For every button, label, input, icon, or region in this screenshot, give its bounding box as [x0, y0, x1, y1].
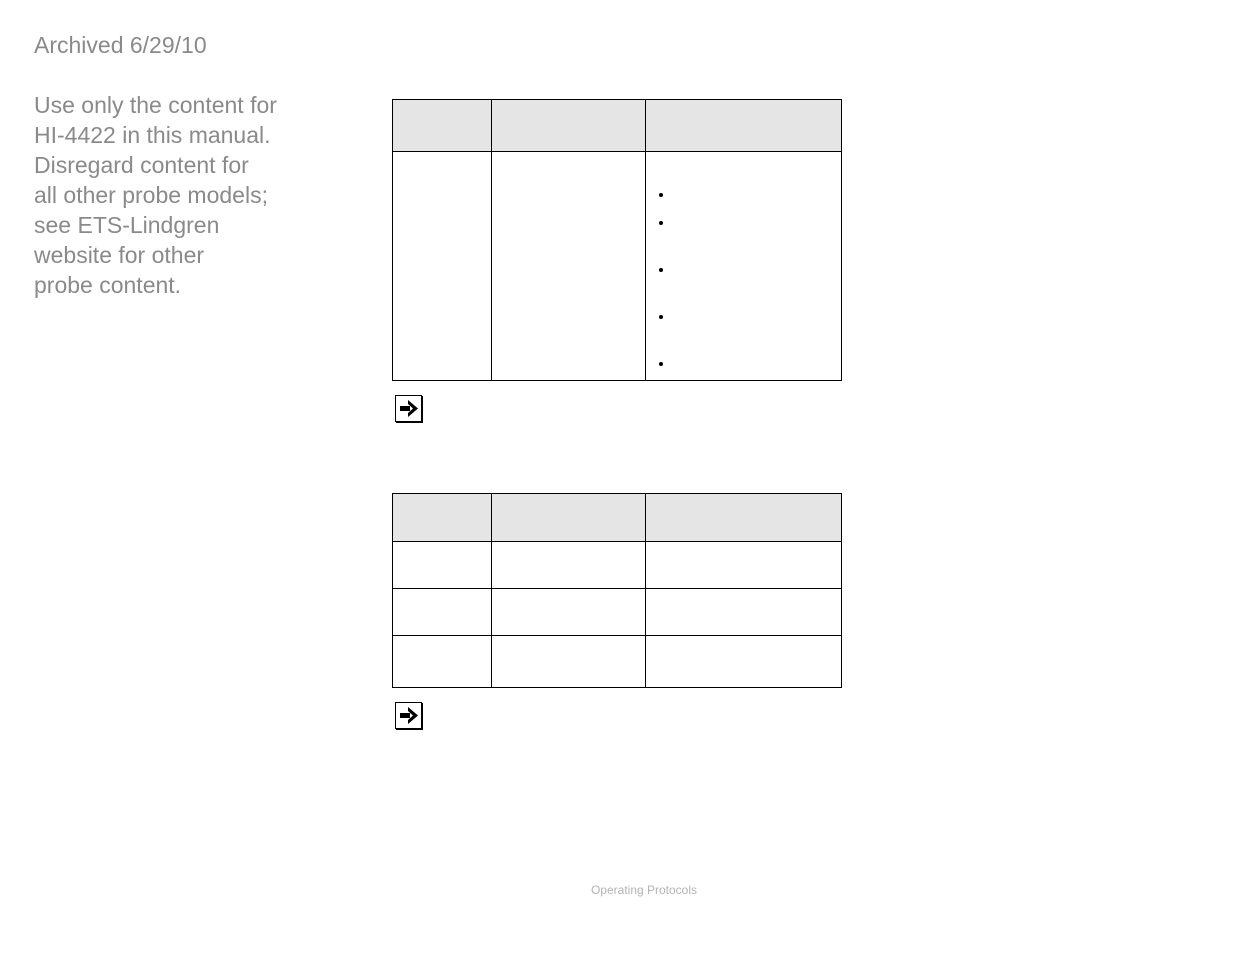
table-cell	[492, 636, 646, 688]
table-cell	[393, 589, 492, 636]
table-row	[393, 152, 842, 381]
table-row	[393, 636, 842, 688]
specification-table-1	[392, 99, 842, 381]
table-header-cell	[646, 494, 842, 542]
right-arrow-note-icon	[395, 702, 422, 729]
table-cell	[492, 152, 646, 381]
table-cell	[393, 636, 492, 688]
table-header-cell	[492, 494, 646, 542]
table-row	[393, 542, 842, 589]
list-bullet	[659, 221, 663, 225]
list-bullet	[659, 362, 663, 366]
notice-line: Use only the content for	[34, 92, 277, 118]
list-bullet	[659, 315, 663, 319]
table-header-cell	[492, 100, 646, 152]
list-bullet	[659, 193, 663, 197]
table-row	[393, 589, 842, 636]
notice-line: HI-4422 in this manual.	[34, 122, 271, 148]
table-header-row	[393, 494, 842, 542]
table-cell	[393, 542, 492, 589]
table-cell	[492, 542, 646, 589]
archive-notice	[34, 90, 324, 300]
table-header-cell	[393, 100, 492, 152]
notice-line: all other probe models;	[34, 182, 268, 208]
notice-line: see ETS-Lindgren	[34, 212, 220, 238]
table-cell	[646, 636, 842, 688]
notice-line: website for other	[34, 242, 205, 268]
bullet-list	[646, 152, 841, 380]
page-footer: Operating Protocols	[590, 883, 698, 897]
bullet-list-cell	[646, 152, 842, 381]
notice-line: Disregard content for	[34, 152, 249, 178]
list-bullet	[659, 268, 663, 272]
table-cell	[393, 152, 492, 381]
specification-table-2	[392, 493, 842, 688]
table-cell	[646, 589, 842, 636]
table-header-row	[393, 100, 842, 152]
archived-label: Archived 6/29/10	[34, 32, 207, 58]
notice-line: probe content.	[34, 272, 182, 298]
table-cell	[646, 542, 842, 589]
table-cell	[492, 589, 646, 636]
right-arrow-note-icon	[395, 395, 422, 422]
table-header-cell	[646, 100, 842, 152]
table-header-cell	[393, 494, 492, 542]
